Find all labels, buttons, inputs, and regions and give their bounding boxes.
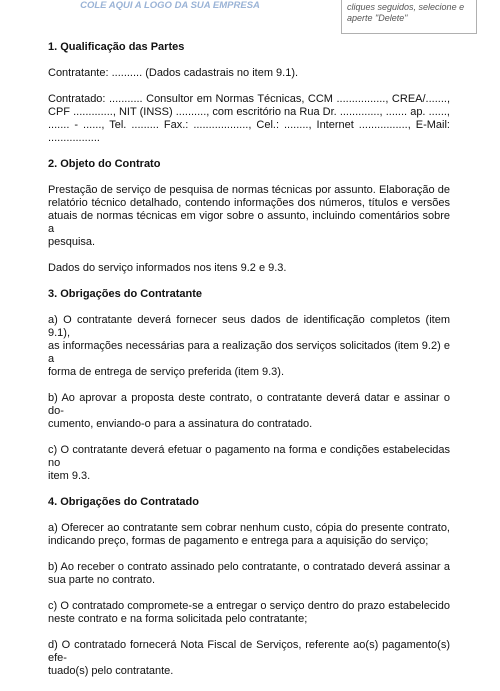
text-line: a) O contratante deverá fornecer seus dados de identificação completos (item 9.1), xyxy=(48,314,450,339)
text-line: c) O contratante deverá efetuar o pagamento na forma e condições estabelecidas no xyxy=(48,444,450,469)
clause-b xyxy=(48,561,450,587)
text-line: neste contrato e na forma solicitada pelo contratante; xyxy=(48,613,308,625)
clause-a xyxy=(48,314,450,379)
text-line: CPF ............., NIT (INSS) .........., com escritório na Rua Dr. ............., ....... ap. ......, xyxy=(48,106,450,118)
section-heading: 1. Qualificação das Partes xyxy=(48,41,185,53)
text-line: pesquisa. xyxy=(48,236,96,248)
text-line: sua parte no contrato. xyxy=(48,574,156,586)
section-obrigacoes-contratado xyxy=(48,496,450,678)
section-heading: 4. Obrigações do Contratado xyxy=(48,496,199,508)
text-line: atuais de normas técnicas em vigor sobre o assunto, incluindo comentários sobre a xyxy=(48,210,450,235)
text-line: forma de entrega de serviço preferida (item 9.3). xyxy=(48,366,285,378)
text-line: ................. xyxy=(48,132,100,144)
text-line: Dados do serviço informados nos itens 9.2 e 9.3. xyxy=(48,262,287,274)
section-qualificacao xyxy=(48,41,450,145)
text-line: b) Ao receber o contrato assinado pelo contratante, o contratado deverá assinar a xyxy=(48,561,450,573)
text-line: tuado(s) pelo contratante. xyxy=(48,665,174,677)
clause-a xyxy=(48,522,450,548)
text-line: ....... - ......, Tel. ......... Fax.: .................., Cel.: ........, Internet ................, E-Mail: xyxy=(48,119,450,131)
text-line: Contratado: ........... Consultor em Normas Técnicas, CCM ................, CREA/......., xyxy=(48,93,450,105)
instruction-tip-box xyxy=(341,0,477,34)
text-line: indicando preço, formas de pagamento e entrega para a aquisição do serviço; xyxy=(48,535,429,547)
clause-c xyxy=(48,444,450,483)
logo-placeholder: COLE AQUI A LOGO DA SUA EMPRESA xyxy=(80,0,260,11)
section-heading: 2. Objeto do Contrato xyxy=(48,158,161,170)
paragraph-contratante xyxy=(48,67,450,80)
section-heading: 3. Obrigações do Contratante xyxy=(48,288,203,300)
text-line: relatório técnico detalhado, contendo informações dos números, títulos e versões xyxy=(48,197,450,209)
paragraph-dados-servico xyxy=(48,262,450,275)
paragraph-objeto xyxy=(48,184,450,249)
text-line: Prestação de serviço de pesquisa de normas técnicas por assunto. Elaboração de xyxy=(48,184,450,196)
section-obrigacoes-contratante xyxy=(48,288,450,483)
text-line: c) O contratado compromete-se a entregar o serviço dentro do prazo estabelecido xyxy=(48,600,450,612)
paragraph-contratado xyxy=(48,93,450,145)
text-line: d) O contratado fornecerá Nota Fiscal de Serviços, referente ao(s) pagamento(s) efe- xyxy=(48,639,450,664)
text-line: Contratante: .......... (Dados cadastrais no item 9.1). xyxy=(48,67,299,79)
text-line: item 9.3. xyxy=(48,470,91,482)
tip-line: aperte "Delete" xyxy=(347,13,408,23)
clause-b xyxy=(48,392,450,431)
contract-body xyxy=(48,41,450,691)
tip-line: cliques seguidos, selecione e xyxy=(347,2,465,12)
clause-c xyxy=(48,600,450,626)
section-objeto xyxy=(48,158,450,275)
text-line: as informações necessárias para a realização dos serviços solicitados (item 9.2) e a xyxy=(48,340,450,365)
text-line: cumento, enviando-o para a assinatura do contratado. xyxy=(48,418,313,430)
text-line: a) Oferecer ao contratante sem cobrar nenhum custo, cópia do presente contrato, xyxy=(48,522,450,534)
text-line: b) Ao aprovar a proposta deste contrato, o contratante deverá datar e assinar o do- xyxy=(48,392,450,417)
clause-d xyxy=(48,639,450,678)
